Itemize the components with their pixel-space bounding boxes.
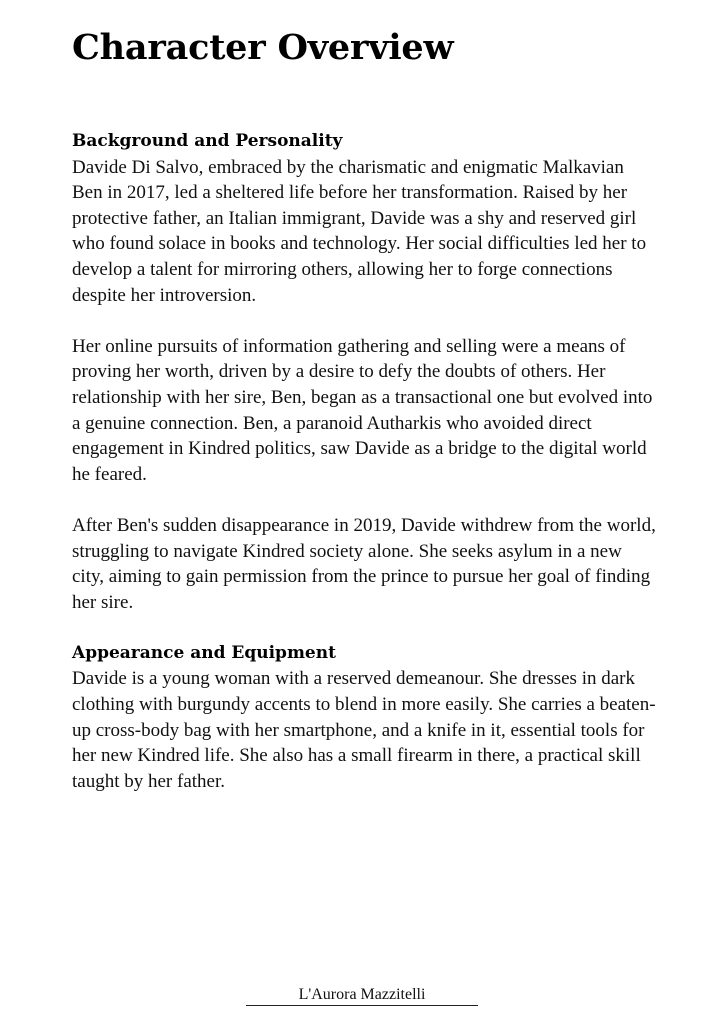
section-appearance-equipment [72,641,657,795]
footer-divider [246,1005,478,1006]
paragraph: After Ben's sudden disappearance in 2019, Davide withdrew from the world, struggling to navigate Kindred society alone. She seeks asylum in a new city, aiming to gain permission from the prince to pursue her goal of finding her sire. [72,514,656,613]
paragraph: Davide is a young woman with a reserved demeanour. She dresses in dark clothing with burgundy accents to blend in more easily. She carries a beaten-up cross-body bag with her smartphone, and a knife in it, essential tools for her new Kindred life. She also has a small firearm in there, a practical skill taught by her father. [72,668,656,792]
section-background-personality [72,129,657,615]
footer-author: L'Aurora Mazzitelli [298,986,426,1003]
page-title: Character Overview [72,27,454,68]
section-heading: Appearance and Equipment [72,642,336,663]
document-body [72,129,657,820]
section-heading: Background and Personality [72,131,343,151]
paragraph: Davide Di Salvo, embraced by the charismatic and enigmatic Malkavian Ben in 2017, led a sheltered life before her transformation. Raised by her protective father, an Italian immigrant, Davide was a shy and reserved girl who found solace in books and technology. Her social difficulties led her to develop a talent for mirroring others, allowing her to forge connections despite her introversion. [72,156,647,306]
paragraph: Her online pursuits of information gathering and selling were a means of proving her worth, driven by a desire to defy the doubts of others. Her relationship with her sire, Ben, began as a transactional one but evolved into a genuine connection. Ben, a paranoid Autharkis who avoided direct engagement in Kindred politics, saw Davide as a bridge to the digital world he feared. [72,335,653,485]
